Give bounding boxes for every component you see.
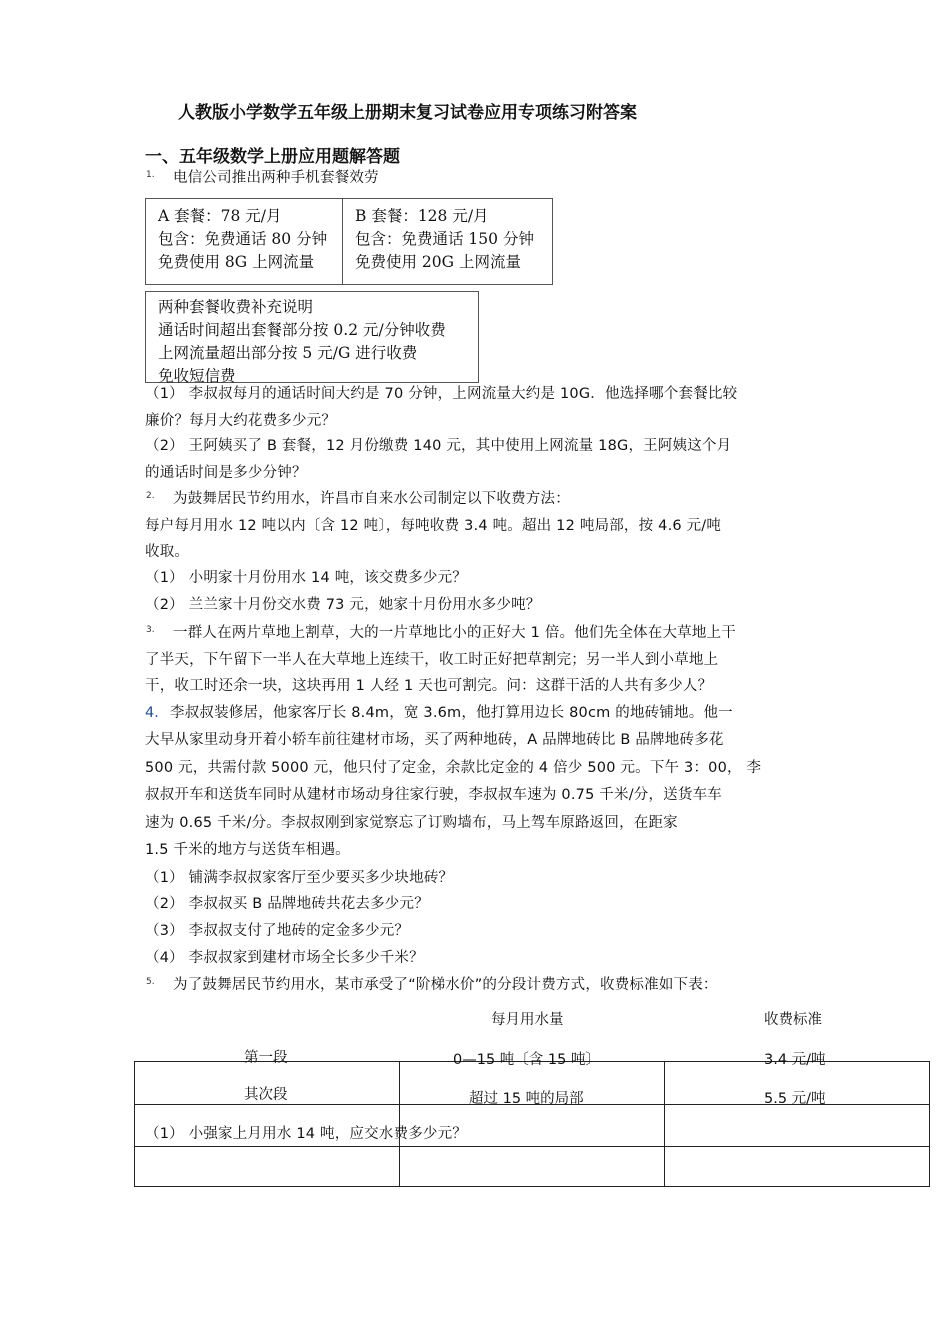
- question-2-intro: 为鼓舞居民节约用水，许昌市自来水公司制定以下收费方法：: [173, 491, 570, 507]
- q4-line1: 李叔叔装修居，他家客厅长 8.4m，宽 3.6m，他打算用边长 80cm 的地砖铺地。他一: [170, 705, 733, 721]
- q4-sub3: （3） 李叔叔支付了地砖的定金多少元？: [145, 923, 410, 939]
- q3-line1: 一群人在两片草地上割草，大的一片草地比小的正好大 1 倍。他们先全体在大草地上干: [173, 625, 736, 641]
- q5-sub1: （1） 小强家上月用水 14 吨，应交水费多少元？: [145, 1126, 468, 1142]
- q3-line3: 干，收工时还余一块，这块再用 1 人经 1 天也可割完。问：这群干活的人共有多少人？: [145, 678, 713, 694]
- note-line: 通话时间超出套餐部分按 0.2 元/分钟收费: [158, 321, 446, 339]
- plan-a-line: 包含：免费通话 80 分钟: [158, 230, 328, 248]
- q4-line2: 大早从家里动身开着小轿车前往建材市场，买了两种地砖，A 品牌地砖比 B 品牌地砖多花: [145, 732, 724, 748]
- table-rule: [929, 1061, 930, 1187]
- plan-b-line: 免费使用 20G 上网流量: [355, 253, 521, 271]
- question-number: 1.: [146, 170, 155, 180]
- note-box: [145, 291, 479, 383]
- table-cell: 5.5 元/吨: [764, 1091, 826, 1107]
- plan-table: [145, 198, 553, 285]
- question-number: 3.: [146, 625, 155, 635]
- q4-line5: 速为 0.65 千米/分。李叔叔刚到家觉察忘了订购墙布，马上驾车原路返回，在距家: [145, 815, 678, 831]
- question-number: 5.: [146, 977, 155, 987]
- table-cell: 超过 15 吨的局部: [469, 1091, 584, 1107]
- q1-sub1-line1: （1） 李叔叔每月的通话时间大约是 70 分钟，上网流量大约是 10G．他选择哪个套餐比较: [145, 386, 738, 402]
- q2-sub1: （1） 小明家十月份用水 14 吨，该交费多少元？: [145, 570, 468, 586]
- q1-sub2-line1: （2） 王阿姨买了 B 套餐，12 月份缴费 140 元，其中使用上网流量 18G，王阿姨这个月: [145, 438, 732, 454]
- note-content: [146, 292, 458, 394]
- table-cell: 其次段: [244, 1087, 288, 1103]
- q1-sub2-line2: 的通话时间是多少分钟？: [145, 465, 307, 481]
- note-line: 免收短信费: [158, 367, 236, 385]
- plan-b-line: 包含：免费通话 150 分钟: [355, 230, 534, 248]
- plan-b-cell: [343, 199, 546, 280]
- table-rule: [134, 1061, 135, 1187]
- table-rule: [134, 1186, 930, 1187]
- table-header-usage: 每月用水量: [491, 1012, 564, 1028]
- plan-a-line: A 套餐：78 元/月: [158, 207, 282, 225]
- table-cell: 3.4 元/吨: [764, 1052, 826, 1068]
- table-rule: [664, 1061, 665, 1187]
- plan-b-line: B 套餐：128 元/月: [355, 207, 489, 225]
- q3-line2: 了半天，下午留下一半人在大草地上连续干，收工时正好把草割完；另一半人到小草地上: [145, 652, 719, 668]
- note-line: 上网流量超出部分按 5 元/G 进行收费: [158, 344, 418, 362]
- note-line: 两种套餐收费补充说明: [158, 298, 314, 316]
- plan-a-cell: [146, 199, 339, 280]
- plan-a-line: 免费使用 8G 上网流量: [158, 253, 315, 271]
- q2-sub2: （2） 兰兰家十月份交水费 73 元，她家十月份用水多少吨？: [145, 597, 541, 613]
- document-title: 人教版小学数学五年级上册期末复习试卷应用专项练习附答案: [178, 103, 637, 123]
- q4-line6: 1.5 千米的地方与送货车相遇。: [145, 842, 350, 858]
- question-1-intro: 电信公司推出两种手机套餐效劳: [173, 170, 379, 186]
- q4-sub4: （4） 李叔叔家到建材市场全长多少千米？: [145, 950, 424, 966]
- question-number: 4．: [145, 705, 169, 721]
- table-cell: 第一段: [244, 1050, 288, 1066]
- q4-line3: 500 元，共需付款 5000 元，他只付了定金，余款比定金的 4 倍少 500 元。下午 3：00， 李: [145, 760, 762, 776]
- question-5-intro: 为了鼓舞居民节约用水，某市承受了“阶梯水价”的分段计费方式，收费标准如下表：: [173, 977, 718, 993]
- q2-rule-line1: 每户每月用水 12 吨以内〔含 12 吨〕，每吨收费 3.4 吨。超出 12 吨局部，按 4.6 元/吨: [145, 518, 722, 534]
- q4-line4: 叔叔开车和送货车同时从建材市场动身往家行驶，李叔叔车速为 0.75 千米/分，送货车车: [145, 787, 722, 803]
- q4-sub1: （1） 铺满李叔叔家客厅至少要买多少块地砖？: [145, 870, 454, 886]
- q4-sub2: （2） 李叔叔买 B 品牌地砖共花去多少元？: [145, 896, 429, 912]
- section-heading: 一、五年级数学上册应用题解答题: [145, 147, 400, 167]
- question-number: 2.: [146, 491, 155, 501]
- q2-rule-line2: 收取。: [145, 544, 190, 560]
- table-cell: 0—15 吨〔含 15 吨〕: [453, 1052, 600, 1068]
- q1-sub1-line2: 廉价？每月大约花费多少元？: [145, 413, 337, 429]
- table-header-price: 收费标准: [764, 1012, 822, 1028]
- table-rule: [134, 1146, 930, 1147]
